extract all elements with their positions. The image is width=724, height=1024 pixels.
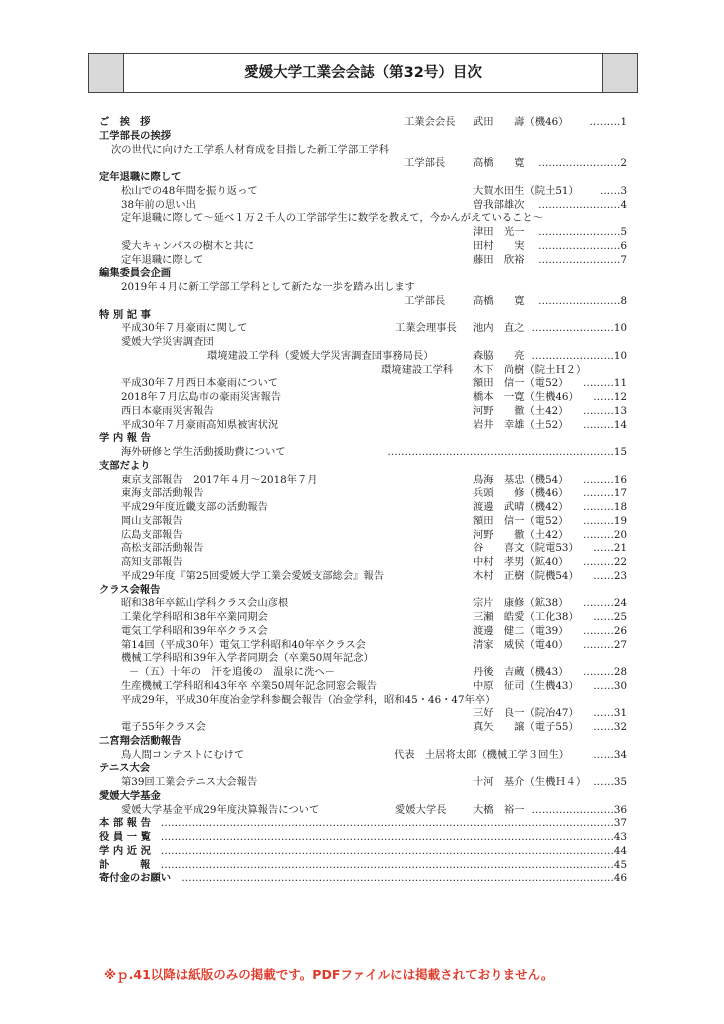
toc-author: 高橋 寛	[473, 294, 525, 307]
toc-section	[99, 309, 627, 323]
toc-section-title: ご 挨 拶	[99, 116, 151, 128]
toc-page: ……………………10	[531, 349, 627, 362]
toc-section	[99, 460, 627, 474]
toc-row	[99, 281, 627, 295]
toc-page: ………14	[583, 418, 627, 431]
toc-row	[99, 529, 627, 543]
toc-author: 鳥海 基忠（機54）	[473, 473, 569, 486]
toc-row	[99, 240, 627, 254]
toc-entry-title: 電気工学科昭和39年卒クラス会	[121, 624, 268, 637]
toc-row	[99, 694, 627, 708]
toc-page: ……32	[593, 721, 627, 733]
toc-row	[99, 446, 627, 460]
toc-page: ………20	[583, 528, 627, 541]
toc-page: ……………………5	[538, 226, 627, 238]
toc-page: ………13	[583, 404, 627, 417]
toc-page: ………11	[583, 377, 627, 390]
toc-author: 藤田 欣裕	[473, 253, 525, 266]
toc-author: 宗片 康修（鉱38）	[473, 597, 569, 610]
toc-entry-title: 第39回工業会テニス大会報告	[121, 776, 258, 788]
toc-page: ……25	[593, 611, 627, 623]
title-right-bar	[602, 54, 637, 92]
toc-section-title: 本 部 報 告	[99, 817, 151, 830]
toc-author: 高橋 寛	[473, 157, 525, 170]
toc-author: 渡邊 武晴（機42）	[473, 501, 569, 513]
toc-author: 森脇 亮	[473, 349, 525, 362]
toc-entry-title: －（五）十年の 汗を追後の 温泉に洗へ－	[129, 666, 335, 678]
toc-entry-title: 環境建設工学科（愛媛大学災害調査団事務局長）	[207, 349, 434, 362]
toc-row	[99, 364, 627, 378]
toc-entry-title: 機械工学科昭和39年入学者同期会（卒業50周年記念）	[121, 652, 374, 665]
toc-page: ………22	[583, 556, 627, 568]
toc-section-title: 訃 報	[99, 858, 151, 871]
toc-page: ………27	[583, 638, 627, 651]
toc-entry-title: 2018年７月広島市の豪雨災害報告	[121, 391, 282, 403]
toc-row	[99, 391, 627, 405]
toc-page: ……31	[593, 707, 627, 720]
toc-page: ……30	[593, 679, 627, 692]
toc-row	[99, 226, 627, 240]
toc-page: ……………………8	[538, 294, 627, 307]
toc-row	[99, 831, 627, 845]
toc-author: 大橋 裕一	[473, 803, 525, 816]
toc-entry-title: 松山での48年間を振り返って	[121, 184, 258, 197]
toc-section-title: 学 内 近 況	[99, 844, 151, 857]
toc-entry-title: 平成29年，平成30年度冶金学科参観会報告（冶金学科，昭和45・46・47年卒）	[121, 693, 496, 706]
toc-page: ……21	[593, 542, 627, 555]
toc-row	[99, 597, 627, 611]
toc-entry-title: 2019年４月に新工学部工学科として新たな一歩を踏み出します	[121, 281, 415, 293]
toc-row	[99, 405, 627, 419]
toc-row	[99, 474, 627, 488]
toc-entry-title: 電子55年クラス会	[121, 721, 206, 733]
toc-page: ……………………10	[531, 322, 627, 335]
toc-row	[99, 776, 627, 790]
toc-entry-title: 平成30年７月豪雨高知県被害状況	[121, 418, 279, 431]
toc-row	[99, 322, 627, 336]
toc-role: 工学部長	[404, 157, 446, 170]
toc-page: ………26	[583, 624, 627, 637]
toc-page: ………28	[583, 666, 627, 678]
toc-role: 工学部長	[404, 294, 446, 307]
toc-entry-title: 平成30年７月豪雨に関して	[121, 322, 248, 335]
toc-author: 中原 征司（生機43）	[473, 679, 579, 692]
toc-author: 木下 尚樹（院土Ｈ２）	[473, 363, 587, 376]
toc-row	[99, 212, 627, 226]
toc-entry-title: 愛媛大学基金平成29年度決算報告について	[121, 803, 320, 816]
toc-section-title: 編集委員会企画	[99, 267, 172, 280]
toc-entry-title: 岡山支部報告	[121, 514, 183, 527]
toc-row	[99, 652, 627, 666]
toc-author: 三好 良一（院冶47）	[473, 707, 579, 720]
toc-row	[99, 377, 627, 391]
toc-section-title: テニス大会	[99, 762, 151, 775]
toc-row	[99, 419, 627, 433]
toc-entry-title: 平成29年度近畿支部の活動報告	[121, 501, 268, 513]
toc-section	[99, 584, 627, 598]
toc-row	[99, 501, 627, 515]
toc-page: ………18	[583, 501, 627, 513]
toc-author: 田村 実	[473, 239, 525, 252]
toc-role: 環境建設工学科	[381, 363, 454, 376]
title-box	[88, 53, 638, 93]
toc-section-title: 愛媛大学基金	[99, 789, 161, 802]
toc-row	[99, 144, 627, 158]
toc-entry-title: 東京支部報告 2017年４月～2018年７月	[121, 473, 318, 486]
toc-row	[99, 556, 627, 570]
toc-author: 丹後 吉蔵（機43）	[473, 666, 569, 678]
toc-page: ………19	[583, 514, 627, 527]
toc-author: 真矢 譲（電子55）	[473, 721, 579, 733]
toc-entry-title: 昭和38年卒鉱山学科クラス会山彦根	[121, 597, 289, 610]
toc-section-title: 工学部長の挨拶	[99, 129, 172, 142]
toc-entry-title: 38年前の思い出	[121, 198, 196, 211]
toc-row	[99, 859, 627, 873]
toc-page: ……………………4	[538, 198, 627, 211]
toc-author: 中村 孝男（鉱40）	[473, 556, 569, 568]
toc-role: 工業会会長	[404, 116, 456, 128]
toc-entry-title: 平成30年７月西日本豪雨について	[121, 377, 279, 390]
toc-entry-title: 広島支部報告	[121, 528, 183, 541]
page-title: 愛媛大学工業会会誌（第32号）目次	[244, 65, 482, 81]
toc-row	[99, 515, 627, 529]
toc-row	[99, 845, 627, 859]
toc-page: ……………………36	[531, 803, 627, 816]
toc-entry-title: 西日本豪雨災害報告	[121, 404, 214, 417]
toc-row	[99, 542, 627, 556]
toc-row	[99, 487, 627, 501]
toc-entry-title: 次の世代に向けた工学系人材育成を目指した新工学部工学科	[111, 143, 390, 156]
toc-page: ………1	[589, 116, 627, 128]
toc-section-title: 定年退職に際して	[99, 171, 182, 183]
toc-row	[99, 157, 627, 171]
toc-row	[99, 707, 627, 721]
toc-entry-title: 東海支部活動報告	[121, 487, 204, 500]
toc-author: 曽我部雄次	[473, 198, 525, 211]
toc-author: 木村 正樹（院機54）	[473, 569, 579, 582]
toc-author: 清家 威侯（電40）	[473, 638, 569, 651]
toc-row	[99, 804, 627, 818]
footer-note: ※ｐ.41以降は紙版のみの掲載です。PDFファイルには掲載されておりません。	[104, 967, 554, 982]
toc-author: 河野 徹（土42）	[473, 404, 569, 417]
toc-entry-title: 定年退職に際して～延べ１万２千人の工学部学生に数学を教えて，今かんがえていること～	[121, 212, 543, 225]
toc-author: 谷 喜文（院電53）	[473, 542, 579, 555]
toc-page: ……………………………………………………………………………………………………………………45	[160, 858, 627, 871]
toc-author: 大賀水田生（院土51）	[473, 184, 579, 197]
toc-page: ……………………2	[538, 157, 627, 170]
toc-author: 津田 光一	[473, 226, 525, 238]
toc-entry-title: 鳥人間コンテストにむけて	[121, 748, 245, 761]
toc-section	[99, 790, 627, 804]
toc-row	[99, 116, 627, 130]
toc-page: ……34	[593, 748, 627, 761]
toc-row	[99, 680, 627, 694]
toc-entry-title: 高松支部活動報告	[121, 542, 204, 555]
toc-row	[99, 817, 627, 831]
toc-page: ……35	[593, 776, 627, 788]
title-left-bar	[89, 54, 124, 92]
toc-page: ……………………………………………………………………………………………………………………44	[160, 844, 627, 857]
toc-section-title: 役 員 一 覧	[99, 831, 151, 843]
toc-role: 代表 土居将太郎（機械工学３回生）	[394, 748, 570, 761]
toc-page: ……………………………………………………………………………………………………………………43	[160, 831, 627, 843]
toc-page: ………17	[583, 487, 627, 500]
toc-row	[99, 611, 627, 625]
toc-author: 河野 徹（土42）	[473, 528, 569, 541]
toc-author: 岩井 幸雄（土52）	[473, 418, 569, 431]
toc-author: 池内 直之	[473, 322, 525, 335]
toc-page: ………24	[583, 597, 627, 610]
toc-section	[99, 762, 627, 776]
toc-row	[99, 199, 627, 213]
toc-author: 渡邊 健二（電39）	[473, 624, 569, 637]
toc-row	[99, 570, 627, 584]
toc-page: ……23	[593, 569, 627, 582]
toc-entry-title: 平成29年度『第25回愛媛大学工業会愛媛支部総会』報告	[121, 569, 385, 582]
toc-section-title: 寄付金のお願い	[99, 872, 172, 885]
toc-row	[99, 639, 627, 653]
toc-row	[99, 350, 627, 364]
toc-entry-title: 愛媛大学災害調査団	[121, 336, 214, 348]
toc-row	[99, 666, 627, 680]
toc-author: 額田 信一（電52）	[473, 377, 569, 390]
toc-row	[99, 295, 627, 309]
toc-section	[99, 432, 627, 446]
toc-author: 三瀬 皓愛（工化38）	[473, 611, 579, 623]
toc-page: ……12	[593, 391, 627, 403]
toc-page: ………………………………………………………………………………………………………………46	[181, 872, 627, 885]
toc-page: ……………………………………………………………………………………………………………………37	[160, 817, 627, 830]
toc-page: ……………………7	[538, 253, 627, 266]
toc-section	[99, 267, 627, 281]
toc-row	[99, 749, 627, 763]
toc-page: ……………………6	[538, 239, 627, 252]
toc-section-title: 支部だより	[99, 459, 151, 472]
toc-row	[99, 872, 627, 886]
toc-entry-title: 工業化学科昭和38年卒業同期会	[121, 611, 268, 623]
toc-row	[99, 185, 627, 199]
toc-section	[99, 130, 627, 144]
toc-page: …………………………………………………………15	[387, 446, 627, 458]
toc-row	[99, 625, 627, 639]
toc-page: ……3	[599, 184, 627, 197]
toc-section-title: クラス会報告	[99, 583, 161, 596]
toc-page: ………16	[583, 473, 627, 486]
toc-row	[99, 254, 627, 268]
toc-author: 兵頭 修（機46）	[473, 487, 569, 500]
toc-entry-title: 愛大キャンパスの樹木と共に	[121, 239, 255, 252]
toc-row	[99, 721, 627, 735]
toc-entry-title: 海外研修と学生活動援助費について	[121, 446, 286, 458]
toc-role: 愛媛大学長	[395, 803, 447, 816]
toc-entry-title: 高知支部報告	[121, 556, 183, 568]
toc-row	[99, 336, 627, 350]
toc-entry-title: 生産機械工学科昭和43年卒 卒業50周年記念同窓会報告	[121, 679, 378, 692]
toc-author: 武田 壽（機46）	[473, 116, 569, 128]
table-of-contents	[99, 116, 627, 886]
toc-section-title: 学 内 報 告	[99, 432, 151, 445]
toc-section-title: 特 別 記 事	[99, 308, 151, 321]
toc-author: 十河 基介（生機Ｈ４）	[473, 776, 587, 788]
toc-author: 額田 信一（電52）	[473, 514, 569, 527]
toc-section	[99, 735, 627, 749]
toc-section-title: 二宮翔会活動報告	[99, 734, 182, 747]
toc-role: 工業会理事長	[395, 322, 457, 335]
toc-author: 橋本 一寛（生機46）	[473, 391, 579, 403]
toc-entry-title: 定年退職に際して	[121, 253, 204, 266]
toc-section	[99, 171, 627, 185]
toc-entry-title: 第14回（平成30年）電気工学科昭和40年卒クラス会	[121, 638, 366, 651]
